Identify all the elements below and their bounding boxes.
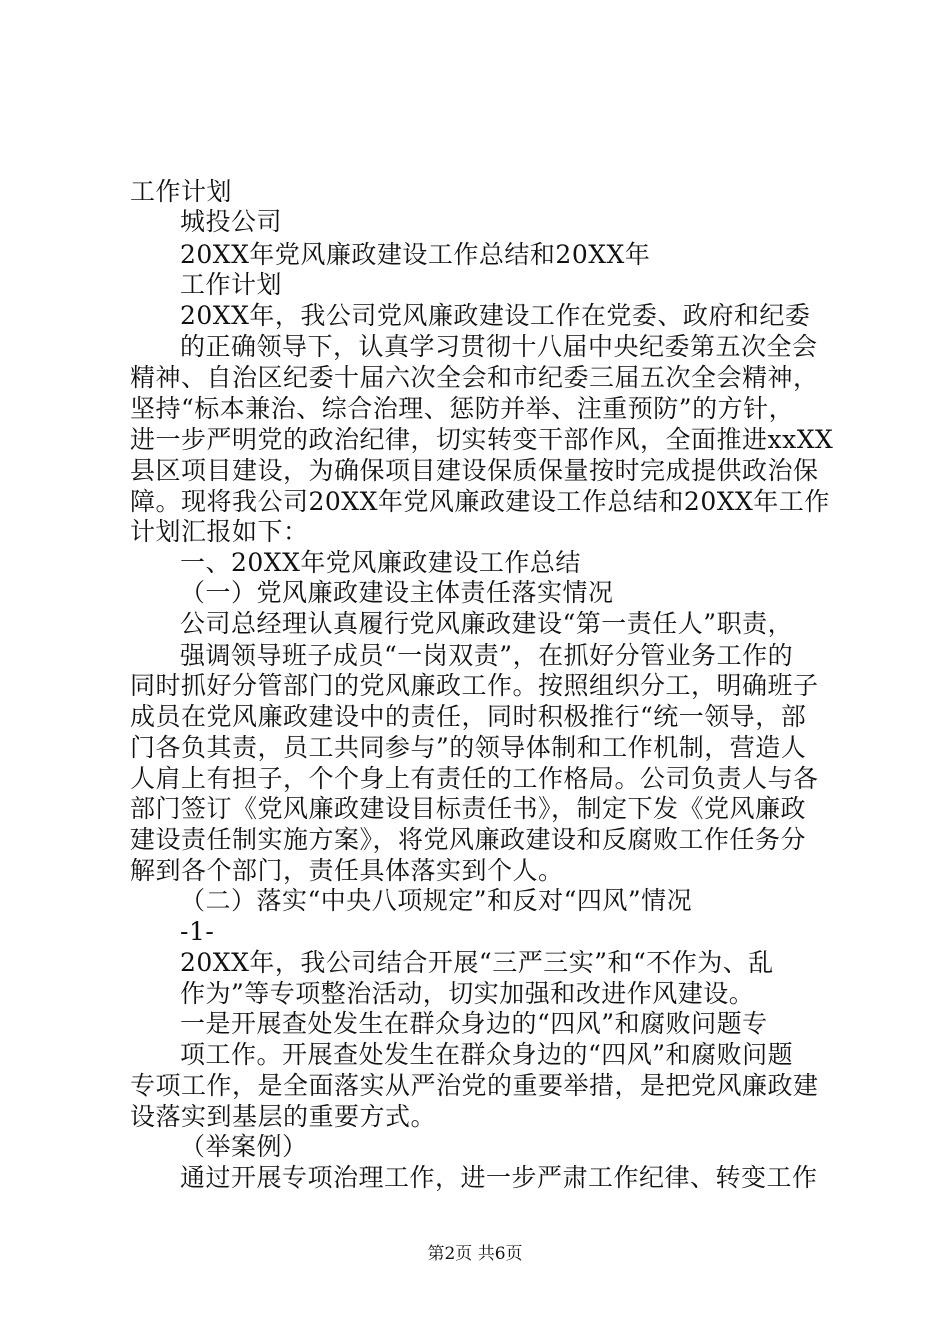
text-line: 同时抓好分管部门的党风廉政工作。按照组织分工，明确班子 [130, 671, 819, 700]
text-line: 计划汇报如下： [130, 517, 309, 546]
text-line: 20XX年，我公司党风廉政建设工作在党委、政府和纪委 [180, 301, 811, 330]
text-line: 成员在党风廉政建设中的责任，同时积极推行“统一领导，部 [130, 702, 807, 731]
text-line: 项工作。开展查处发生在群众身边的“四风”和腐败问题 [180, 1040, 794, 1069]
text-line: 公司总经理认真履行党风廉政建设“第一责任人”职责， [180, 609, 794, 638]
page-marker: -1- [180, 917, 215, 946]
section-heading: 一、20XX年党风廉政建设工作总结 [180, 548, 581, 577]
text-line: 专项工作，是全面落实从严治党的重要举措，是把党风廉政建 [130, 1071, 819, 1100]
text-line: 人肩上有担子，个个身上有责任的工作格局。公司负责人与各 [130, 764, 819, 793]
subsection-heading: （二）落实“中央八项规定”和反对“四风”情况 [180, 886, 693, 915]
text-line: 县区项目建设，为确保项目建设保质保量按时完成提供政治保 [130, 456, 819, 485]
text-line: （举案例） [180, 1132, 308, 1161]
document-title: 工作计划 [180, 270, 283, 299]
document-title: 20XX年党风廉政建设工作总结和20XX年 [180, 240, 651, 269]
page-footer: 第2页 共6页 [427, 1244, 523, 1264]
text-line: 通过开展专项治理工作，进一步严肃工作纪律、转变工作 [180, 1163, 818, 1192]
text-line: 障。现将我公司20XX年党风廉政建设工作总结和20XX年工作 [130, 487, 830, 516]
text-line: 一是开展查处发生在群众身边的“四风”和腐败问题专 [180, 1009, 768, 1038]
text-line: 建设责任制实施方案》，将党风廉政建设和反腐败工作任务分 [130, 825, 807, 854]
text-line: 设落实到基层的重要方式。 [130, 1102, 437, 1131]
text-line: 坚持“标本兼治、综合治理、惩防并举、注重预防”的方针， [130, 394, 795, 423]
text-line: 解到各个部门，责任具体落实到个人。 [130, 856, 564, 885]
text-line: 精神、自治区纪委十届六次全会和市纪委三届五次全会精神， [130, 363, 819, 392]
text-line: 工作计划 [130, 177, 233, 206]
text-line: 部门签订《党风廉政建设目标责任书》，制定下发《党风廉政 [130, 794, 807, 823]
text-line: 作为”等专项整治活动，切实加强和改进作风建设。 [180, 979, 755, 1008]
text-line: 进一步严明党的政治纪律，切实转变干部作风，全面推进xxXX [130, 425, 834, 454]
text-line: 城投公司 [180, 207, 283, 236]
text-line: 20XX年，我公司结合开展“三严三实”和“不作为、乱 [180, 948, 774, 977]
subsection-heading: （一）党风廉政建设主体责任落实情况 [180, 578, 614, 607]
text-line: 门各负其责，员工共同参与”的领导体制和工作机制，营造人 [130, 733, 807, 762]
text-line: 强调领导班子成员“一岗双责”，在抓好分管业务工作的 [180, 641, 794, 670]
text-line: 的正确领导下，认真学习贯彻十八届中央纪委第五次全会 [180, 332, 818, 361]
